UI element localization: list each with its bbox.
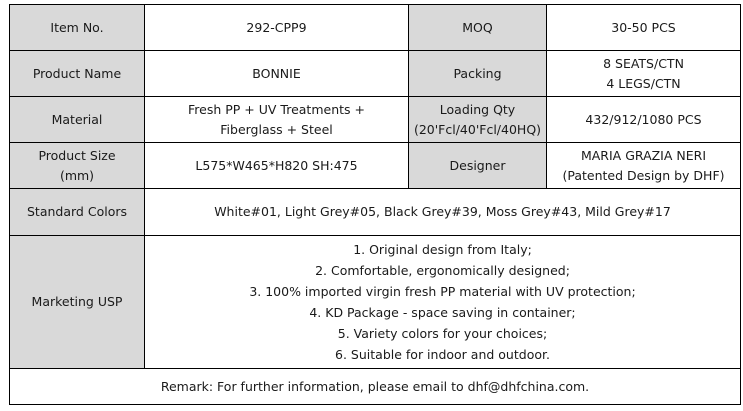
material-label: Material <box>10 97 145 143</box>
material-value <box>145 97 409 143</box>
usp-item: 5. Variety colors for your choices; <box>337 326 548 341</box>
product-name-value: BONNIE <box>145 51 409 97</box>
product-size-label-line: (mm) <box>59 167 95 183</box>
usp-item: 6. Suitable for indoor and outdoor. <box>335 347 550 362</box>
packing-value <box>547 51 741 97</box>
row-material <box>10 97 741 143</box>
moq-value: 30-50 PCS <box>547 5 741 51</box>
packing-label: Packing <box>409 51 547 97</box>
marketing-usp-list <box>145 236 741 369</box>
row-product-size <box>10 143 741 189</box>
usp-item: 2. Comfortable, ergonomically designed; <box>315 263 570 278</box>
standard-colors-label: Standard Colors <box>10 189 145 236</box>
designer-value <box>547 143 741 189</box>
row-item-no <box>10 5 741 51</box>
material-line: Fiberglass + Steel <box>220 121 333 137</box>
product-name-label: Product Name <box>10 51 145 97</box>
row-product-name <box>10 51 741 97</box>
product-spec-table <box>9 4 741 405</box>
item-no-label: Item No. <box>10 5 145 51</box>
marketing-usp-label: Marketing USP <box>10 236 145 369</box>
product-size-label-line: Product Size <box>38 147 116 163</box>
loading-qty-label-line: (20'Fcl/40'Fcl/40HQ) <box>413 121 542 137</box>
standard-colors-value: White#01, Light Grey#05, Black Grey#39, Moss Grey#43, Mild Grey#17 <box>145 189 741 236</box>
usp-item: 4. KD Package - space saving in container; <box>309 305 576 320</box>
row-remark <box>10 369 741 405</box>
loading-qty-value: 432/912/1080 PCS <box>547 97 741 143</box>
packing-line: 8 SEATS/CTN <box>603 55 684 71</box>
designer-line: MARIA GRAZIA NERI <box>580 147 707 163</box>
designer-line: (Patented Design by DHF) <box>562 167 725 183</box>
product-size-label <box>10 143 145 189</box>
loading-qty-label <box>409 97 547 143</box>
usp-item: 3. 100% imported virgin fresh PP material with UV protection; <box>249 284 636 299</box>
moq-label: MOQ <box>409 5 547 51</box>
row-marketing-usp <box>10 236 741 369</box>
product-size-value: L575*W465*H820 SH:475 <box>145 143 409 189</box>
packing-line: 4 LEGS/CTN <box>606 75 681 91</box>
remark-text: Remark: For further information, please email to dhf@dhfchina.com. <box>10 369 741 405</box>
designer-label: Designer <box>409 143 547 189</box>
item-no-value: 292-CPP9 <box>145 5 409 51</box>
material-line: Fresh PP + UV Treatments + <box>188 101 365 117</box>
loading-qty-label-line: Loading Qty <box>439 101 516 117</box>
row-standard-colors <box>10 189 741 236</box>
usp-item: 1. Original design from Italy; <box>353 242 532 257</box>
